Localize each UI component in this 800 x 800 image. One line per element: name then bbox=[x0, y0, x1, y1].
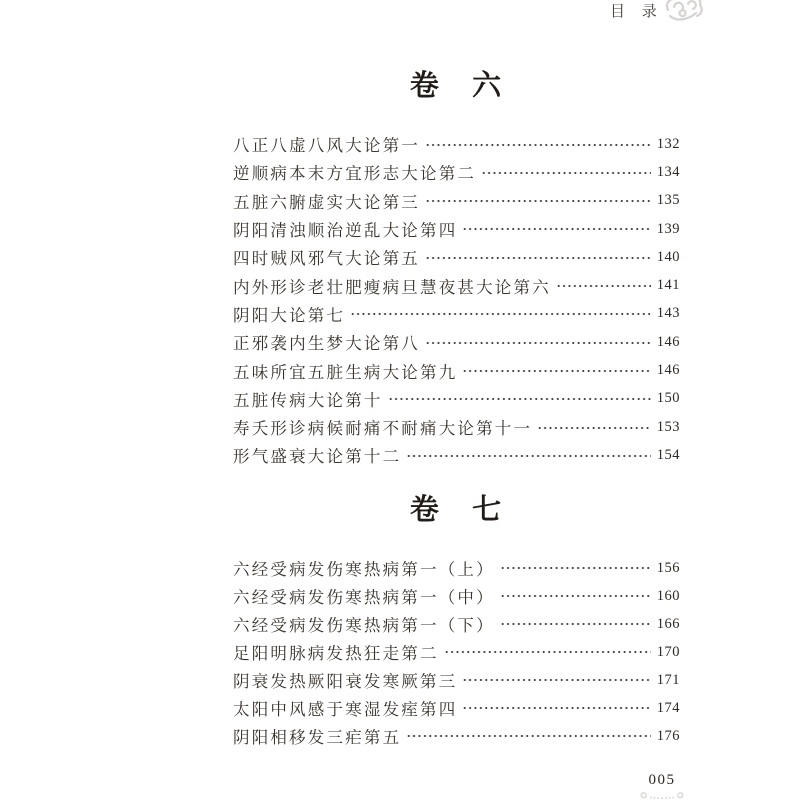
entry-title: 太阳中风感于寒湿发痓第四 bbox=[233, 700, 458, 719]
page-footer bbox=[624, 772, 700, 800]
entry-page-number: 146 bbox=[656, 333, 680, 350]
entry-title: 五味所宜五脏生病大论第九 bbox=[233, 362, 458, 382]
entry-page-number: 132 bbox=[656, 135, 680, 152]
dot-leader bbox=[499, 582, 651, 610]
toc-entry bbox=[233, 356, 680, 384]
dot-leader bbox=[387, 385, 651, 413]
toc-entry bbox=[233, 215, 680, 243]
toc-entry bbox=[233, 271, 680, 299]
entry-page-number: 143 bbox=[656, 305, 680, 322]
entry-page-number: 174 bbox=[656, 699, 680, 716]
scroll-flourish-icon bbox=[624, 788, 700, 800]
header-title: 目 录 bbox=[610, 4, 658, 20]
dot-leader bbox=[536, 413, 651, 441]
dot-leader bbox=[480, 158, 651, 186]
toc-entry bbox=[233, 300, 680, 328]
dot-leader bbox=[461, 694, 651, 722]
toc-entry bbox=[233, 610, 680, 638]
entry-page-number: 153 bbox=[656, 418, 680, 435]
entry-page-number: 176 bbox=[656, 727, 680, 744]
entry-page-number: 141 bbox=[656, 277, 680, 294]
dot-leader bbox=[499, 554, 651, 582]
volume-7-heading: 卷 七 bbox=[409, 494, 503, 526]
entry-title: 八正八虚八风大论第一 bbox=[233, 136, 420, 156]
entry-page-number: 139 bbox=[656, 220, 680, 237]
dot-leader bbox=[461, 356, 651, 384]
dot-leader bbox=[424, 130, 651, 158]
toc-entry bbox=[233, 130, 680, 158]
toc-entry bbox=[233, 385, 680, 413]
toc-entry bbox=[233, 694, 680, 722]
entry-title: 六经受病发伤寒热病第一（下） bbox=[233, 616, 495, 635]
entry-title: 阴衰发热厥阳衰发寒厥第三 bbox=[233, 672, 458, 691]
entry-title: 阴阳清浊顺治逆乱大论第四 bbox=[233, 221, 458, 241]
entry-title: 四时贼风邪气大论第五 bbox=[233, 249, 420, 269]
entry-title: 六经受病发伤寒热病第一（中） bbox=[233, 588, 495, 607]
toc-entry bbox=[233, 243, 680, 271]
entry-page-number: 146 bbox=[656, 362, 680, 379]
toc-entry bbox=[233, 582, 680, 610]
toc-entry bbox=[233, 413, 680, 441]
entry-page-number: 134 bbox=[656, 163, 680, 180]
entry-page-number: 154 bbox=[656, 446, 680, 463]
entry-page-number: 166 bbox=[656, 615, 680, 632]
entry-title: 内外形诊老壮肥瘦病旦慧夜甚大论第六 bbox=[233, 277, 551, 297]
entry-title: 形气盛衰大论第十二 bbox=[233, 447, 402, 467]
entry-page-number: 171 bbox=[656, 671, 680, 688]
cloud-seal-icon bbox=[664, 0, 704, 29]
page-header bbox=[610, 0, 704, 29]
dot-leader bbox=[461, 215, 651, 243]
dot-leader bbox=[424, 328, 651, 356]
entry-page-number: 140 bbox=[656, 248, 680, 265]
dot-leader bbox=[424, 243, 651, 271]
entry-page-number: 150 bbox=[656, 390, 680, 407]
toc-entry bbox=[233, 328, 680, 356]
dot-leader bbox=[405, 722, 651, 750]
entry-title: 阴阳大论第七 bbox=[233, 305, 346, 325]
entry-title: 正邪袭内生梦大论第八 bbox=[233, 334, 420, 354]
toc-entry bbox=[233, 187, 680, 215]
toc-entry bbox=[233, 158, 680, 186]
entry-page-number: 156 bbox=[656, 559, 680, 576]
entry-title: 逆顺病本末方宜形志大论第二 bbox=[233, 164, 477, 184]
entry-title: 五脏传病大论第十 bbox=[233, 390, 383, 410]
toc-entry bbox=[233, 638, 680, 666]
entry-title: 足阳明脉病发热狂走第二 bbox=[233, 644, 439, 663]
toc-entry bbox=[233, 722, 680, 750]
entry-title: 五脏六腑虚实大论第三 bbox=[233, 192, 420, 212]
dot-leader bbox=[424, 187, 651, 215]
volume-7-entry-list bbox=[233, 554, 680, 750]
dot-leader bbox=[405, 441, 651, 469]
entry-title: 寿夭形诊病候耐痛不耐痛大论第十一 bbox=[233, 419, 533, 439]
entry-page-number: 170 bbox=[656, 643, 680, 660]
dot-leader bbox=[499, 610, 651, 638]
entry-title: 阴阳相移发三疟第五 bbox=[233, 728, 402, 747]
toc-entry bbox=[233, 441, 680, 469]
dot-leader bbox=[443, 638, 651, 666]
entry-page-number: 135 bbox=[656, 192, 680, 209]
entry-page-number: 160 bbox=[656, 587, 680, 604]
dot-leader bbox=[461, 666, 651, 694]
volume-6-heading: 卷 六 bbox=[409, 70, 503, 102]
page-number: 005 bbox=[648, 772, 676, 788]
volume-6-entry-list bbox=[233, 130, 680, 470]
entry-title: 六经受病发伤寒热病第一（上） bbox=[233, 560, 495, 579]
dot-leader bbox=[555, 271, 651, 299]
toc-entry bbox=[233, 666, 680, 694]
toc-entry bbox=[233, 554, 680, 582]
dot-leader bbox=[349, 300, 651, 328]
